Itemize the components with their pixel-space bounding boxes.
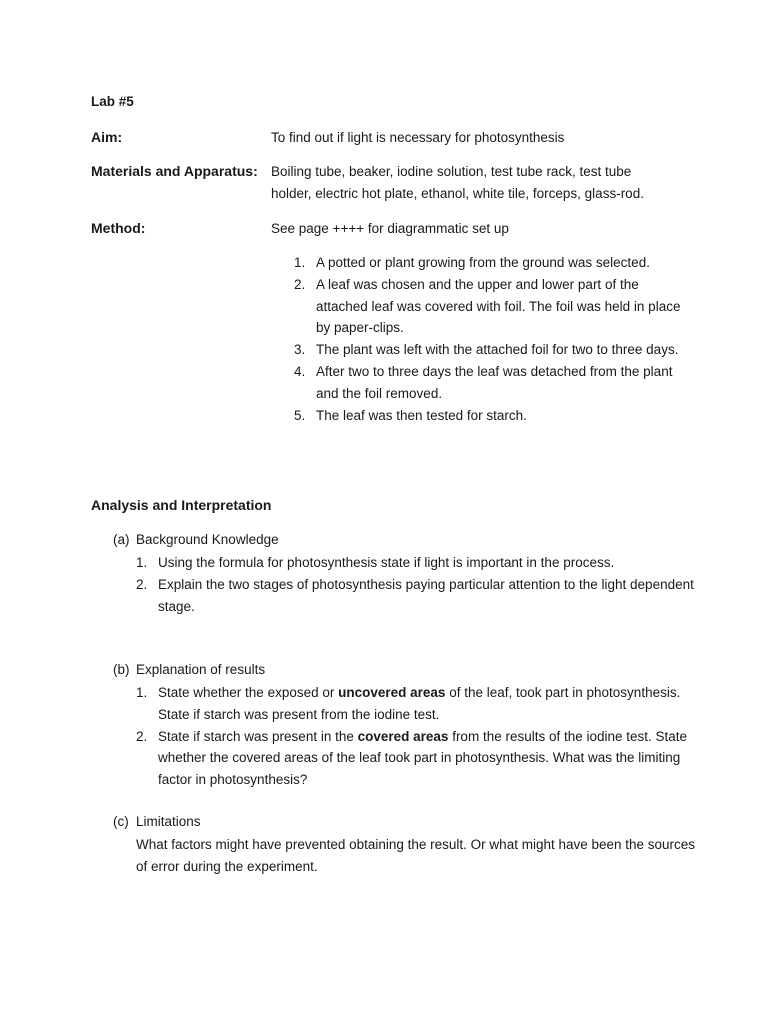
step-number: 5. bbox=[294, 407, 306, 423]
item-number: 1. bbox=[136, 555, 148, 570]
method-step bbox=[290, 339, 690, 361]
limitations-text: What factors might have prevented obtaining the result. Or what might have been the sources of error during the experiment. bbox=[136, 837, 696, 874]
item-text-emphasis: covered areas bbox=[357, 728, 449, 744]
background-list bbox=[136, 552, 696, 617]
list-item bbox=[136, 682, 696, 726]
section-marker-c: (c) bbox=[113, 814, 129, 829]
materials-value bbox=[271, 161, 644, 205]
step-text: The plant was left with the attached foil for two to three days. bbox=[316, 342, 679, 358]
item-text-pre: State if starch was present in the bbox=[158, 728, 358, 744]
section-title-results: Explanation of results bbox=[136, 662, 266, 677]
list-item bbox=[136, 726, 696, 791]
item-text-post: of the leaf, took part in photosynthesis. State if starch was present from the iodine test. bbox=[158, 685, 681, 722]
item-number: 2. bbox=[136, 576, 148, 592]
list-item bbox=[136, 574, 696, 618]
item-text-emphasis: uncovered areas bbox=[338, 685, 446, 700]
item-number: 1. bbox=[136, 685, 148, 700]
item-text: Explain the two stages of photosynthesis paying particular attention to the light dependent stage. bbox=[158, 576, 694, 614]
method-steps-list bbox=[290, 252, 690, 426]
section-marker-a: (a) bbox=[113, 532, 130, 547]
step-text: After two to three days the leaf was detached from the plant and the foil removed. bbox=[316, 363, 673, 401]
method-step bbox=[290, 361, 690, 405]
method-step bbox=[290, 252, 690, 274]
step-number: 1. bbox=[294, 255, 306, 270]
aim-value: To find out if light is necessary for photosynthesis bbox=[271, 130, 565, 145]
lab-title: Lab #5 bbox=[91, 94, 134, 109]
section-title-limitations: Limitations bbox=[136, 814, 201, 829]
item-text-post: from the results of the iodine test. State whether the covered areas of the leaf took part in photosynthesis. What was the limiting factor in photosynthesis? bbox=[158, 728, 688, 788]
results-list bbox=[136, 682, 696, 791]
aim-label: Aim: bbox=[91, 129, 123, 145]
step-text: A leaf was chosen and the upper and lower part of the attached leaf was covered with foil. The foil was held in place by paper-clips. bbox=[316, 276, 681, 336]
section-marker-b: (b) bbox=[113, 662, 130, 677]
method-value: See page ++++ for diagrammatic set up bbox=[271, 221, 509, 236]
step-text: The leaf was then tested for starch. bbox=[316, 407, 527, 423]
materials-line-2: holder, electric hot plate, ethanol, white tile, forceps, glass-rod. bbox=[271, 186, 644, 201]
materials-line-1: Boiling tube, beaker, iodine solution, test tube rack, test tube bbox=[271, 164, 632, 179]
method-label: Method: bbox=[91, 220, 146, 236]
step-number: 2. bbox=[294, 276, 306, 292]
step-text: A potted or plant growing from the ground was selected. bbox=[316, 255, 650, 270]
step-number: 4. bbox=[294, 363, 306, 379]
method-step bbox=[290, 274, 690, 339]
method-step bbox=[290, 405, 690, 427]
item-text-pre: State whether the exposed or bbox=[158, 685, 339, 700]
analysis-heading: Analysis and Interpretation bbox=[91, 497, 272, 513]
materials-label: Materials and Apparatus: bbox=[91, 163, 258, 179]
item-text: Using the formula for photosynthesis state if light is important in the process. bbox=[158, 555, 615, 570]
section-title-background: Background Knowledge bbox=[136, 532, 279, 547]
item-number: 2. bbox=[136, 728, 148, 744]
list-item bbox=[136, 552, 696, 574]
step-number: 3. bbox=[294, 342, 306, 358]
